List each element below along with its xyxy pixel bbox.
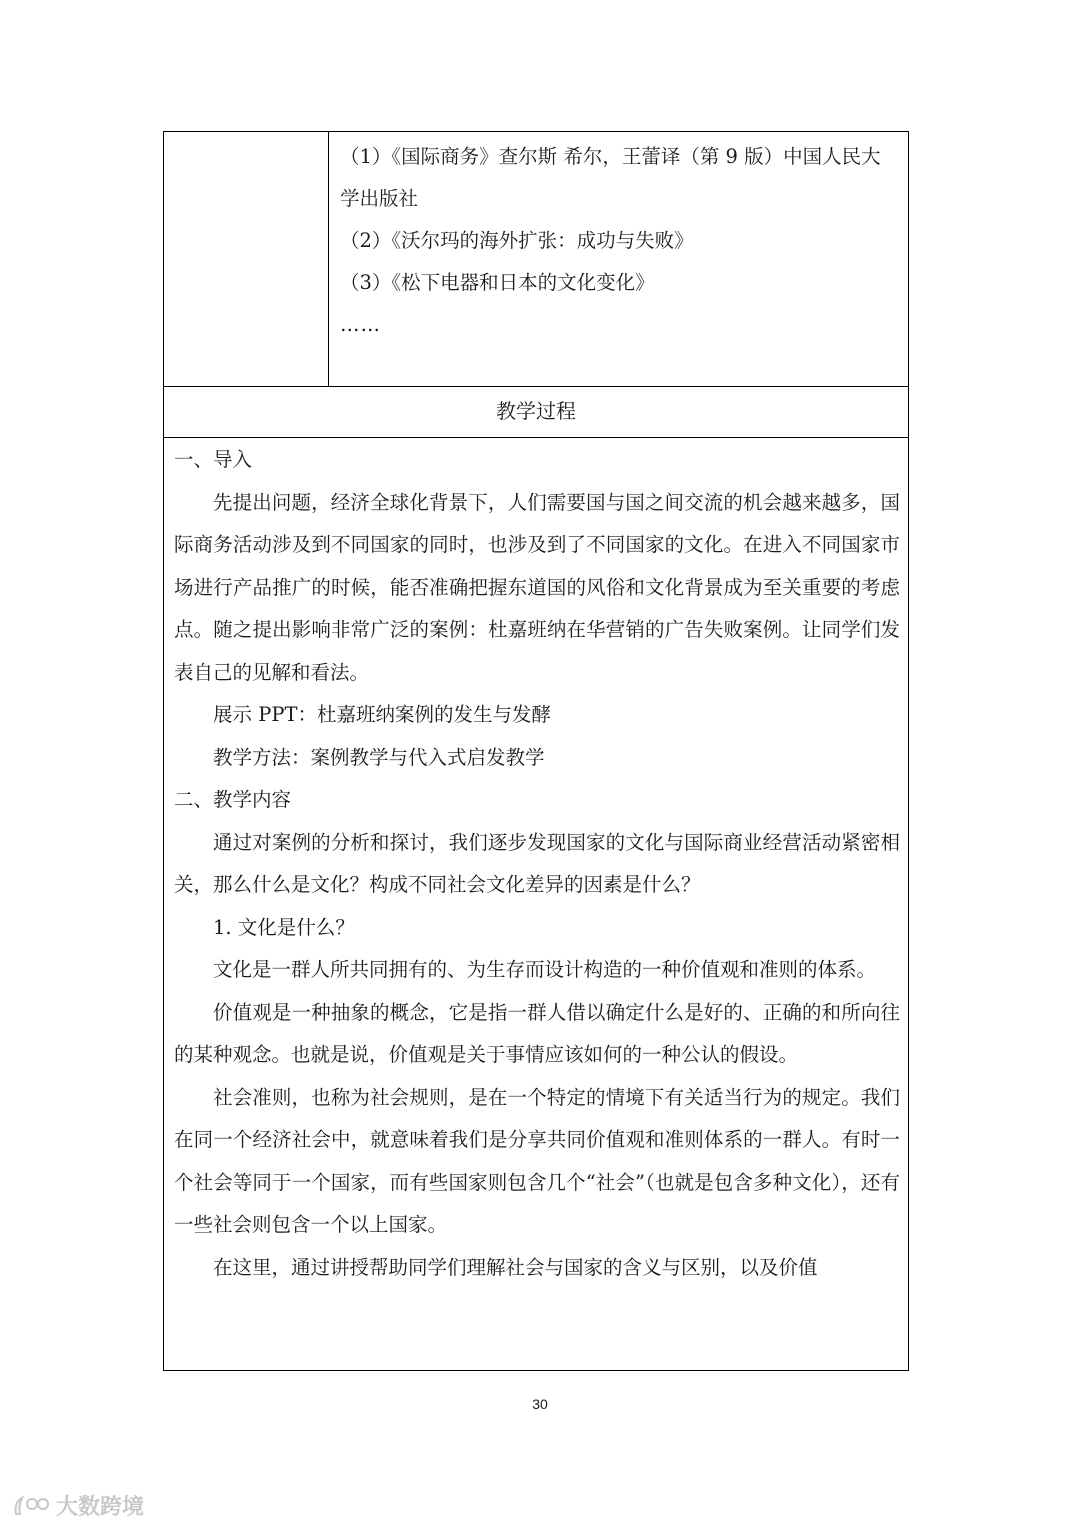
watermark — [12, 1490, 144, 1521]
paragraph: 先提出问题，经济全球化背景下，人们需要国与国之间交流的机会越来越多，国际商务活动涉及到不同国家的同时，也涉及到了不同国家的文化。在进入不同国家市场进行产品推广的时候，能否准确把握东道国的风俗和文化背景成为至关重要的考虑点。随之提出影响非常广泛的案例：杜嘉班纳在华营销的广告失败案例。让同学们发表自己的见解和看法。 — [174, 490, 900, 684]
watermark-logo-icon — [12, 1494, 52, 1518]
paragraph: 教学方法：案例教学与代入式启发教学 — [213, 745, 545, 769]
page-number: 30 — [532, 1396, 548, 1412]
reference-item-3: （3）《松下电器和日本的文化变化》 — [340, 271, 655, 294]
teaching-process-content — [174, 439, 900, 1289]
heading-teaching-content: 二、教学内容 — [174, 788, 292, 811]
paragraph: 社会准则，也称为社会规则，是在一个特定的情境下有关适当行为的规定。我们在同一个经济社会中，就意味着我们是分享共同价值观和准则体系的一群人。有时一个社会等同于一个国家，而有些国家则包含几个“社会”（也就是包含多种文化），还有一些社会则包含一个以上国家。 — [174, 1085, 900, 1236]
paragraph: 展示 PPT：杜嘉班纳案例的发生与发酵 — [213, 703, 551, 726]
paragraph: 在这里，通过讲授帮助同学们理解社会与国家的含义与区别，以及价值 — [213, 1255, 818, 1279]
watermark-text: 大数跨境 — [56, 1495, 145, 1520]
references-row — [164, 132, 908, 387]
reference-ellipsis: …… — [340, 313, 381, 336]
paragraph: 文化是一群人所共同拥有的、为生存而设计构造的一种价值观和准则的体系。 — [213, 958, 877, 981]
paragraph: 通过对案例的分析和探讨，我们逐步发现国家的文化与国际商业经营活动紧密相关，那么什么是文化？构成不同社会文化差异的因素是什么？ — [174, 830, 900, 896]
reference-item-1: （1）《国际商务》查尔斯 希尔，王蕾译（第 9 版）中国人民大学出版社 — [340, 145, 881, 210]
references-label-cell — [164, 132, 329, 386]
references-cell — [340, 136, 900, 346]
subheading: 1. 文化是什么？ — [213, 915, 355, 939]
paragraph: 价值观是一种抽象的概念，它是指一群人借以确定什么是好的、正确的和所向往的某种观念。也就是说，价值观是关于事情应该如何的一种公认的假设。 — [174, 1000, 900, 1066]
document-table — [163, 131, 909, 1371]
reference-item-2: （2）《沃尔玛的海外扩张：成功与失败》 — [340, 229, 694, 252]
section-header: 教学过程 — [164, 387, 908, 438]
heading-introduction: 一、导入 — [174, 448, 253, 471]
